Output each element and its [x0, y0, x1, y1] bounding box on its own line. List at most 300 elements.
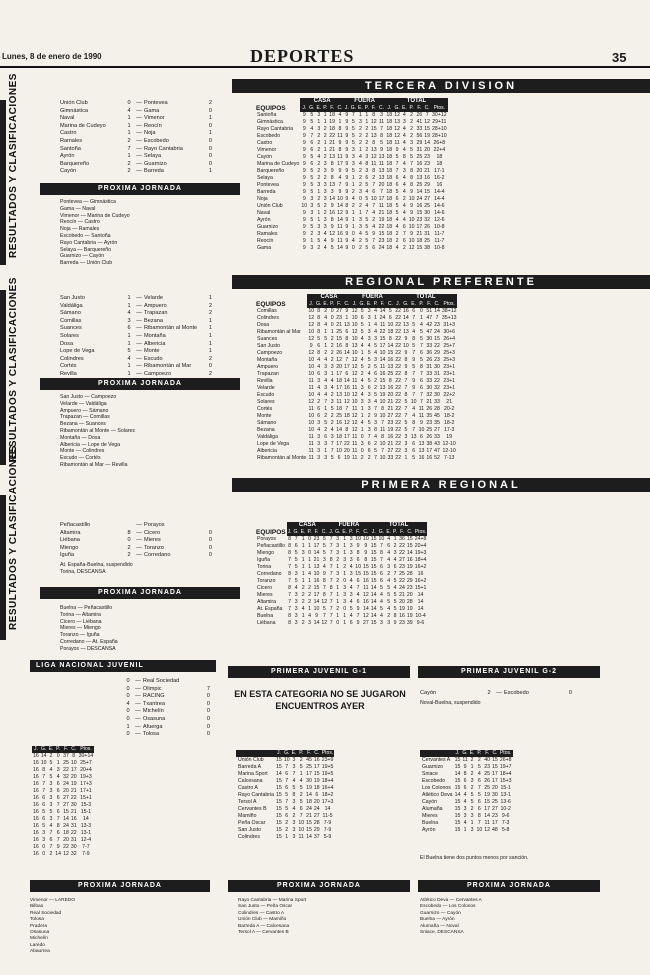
stat-cell: 9	[345, 119, 349, 125]
stat-cell: 7	[49, 844, 53, 850]
stat-cell: 3	[360, 385, 364, 391]
g2-footer-note: El Buelna tiene dos puntos menos por sanción.	[420, 855, 529, 861]
team-name: Albericia	[257, 448, 277, 454]
stat-cell: 9	[338, 140, 342, 146]
stat-cell: 15	[276, 834, 282, 840]
stat-cell: 1	[343, 536, 347, 542]
fixture-line: Tersol A — Cervantes B	[238, 930, 289, 936]
stat-cell: 11	[379, 364, 386, 370]
col-header: P.	[56, 746, 61, 752]
stat-cell: 12	[394, 126, 400, 132]
stat-cell: 4	[317, 364, 321, 370]
stat-cell: 4	[402, 126, 406, 132]
away-score: 0	[208, 529, 212, 536]
stat-cell: 9	[412, 378, 416, 384]
stat-cell: 8	[330, 217, 334, 223]
fixture-line: Ampuero — Sámano	[60, 407, 109, 414]
stat-cell: 25	[306, 764, 312, 770]
stat-cell: 12	[370, 154, 377, 160]
stat-cell: 7	[380, 189, 383, 195]
stat-cell: 19	[313, 778, 320, 784]
stat-cell: 23	[426, 420, 433, 426]
stat-cell: 7	[393, 571, 397, 577]
score-dash: —	[135, 700, 141, 707]
home-team: Iguña	[60, 552, 74, 559]
stat-cell: 16	[33, 809, 39, 815]
stat-cell: 12	[408, 245, 415, 251]
score-dash: —	[136, 310, 142, 317]
stat-cell: 0	[42, 851, 46, 857]
stat-cell: 11	[378, 119, 385, 125]
stat-cell: 7	[42, 781, 46, 787]
col-header: J.	[371, 529, 376, 535]
stat-cell: 3	[393, 550, 397, 556]
team-name: San Justo	[257, 343, 281, 349]
stat-cell: 1	[301, 543, 305, 549]
stat-cell: 1	[360, 427, 364, 433]
stat-cell: 2	[301, 620, 305, 626]
standing-row	[255, 441, 457, 448]
stat-cell: 18	[386, 133, 393, 139]
stat-cell: 10-8	[434, 245, 445, 251]
stat-cell: 33	[426, 371, 433, 377]
stat-cell: 15	[276, 813, 282, 819]
stat-cell: 2	[372, 175, 376, 181]
stat-cell: 7	[294, 536, 298, 542]
stat-cell: 9	[380, 147, 383, 153]
stat-cell: 9	[345, 224, 349, 230]
stat-cell: 21	[424, 168, 431, 174]
stat-cell: 11	[308, 385, 314, 391]
home-team: Comillas	[60, 317, 82, 324]
team-name: Cayón	[422, 799, 437, 805]
fixture-line: Escobedo — Los Colonos	[420, 904, 476, 910]
standing-row	[255, 571, 427, 578]
fixture-line: Monte — Colindres	[60, 448, 105, 455]
standing-row	[255, 455, 457, 462]
stat-cell: 9	[395, 147, 399, 153]
team-name: Mieres	[422, 813, 438, 819]
stat-cell: 38	[426, 441, 433, 447]
stat-cell: 15	[424, 189, 431, 195]
stat-cell: 4	[395, 245, 399, 251]
stat-cell: 3	[358, 119, 362, 125]
team-name: Suances	[257, 336, 278, 342]
home-score: 1	[127, 122, 131, 129]
home-score: 0	[126, 715, 130, 722]
stat-cell: 8	[345, 203, 349, 209]
stat-cell: 5	[324, 420, 328, 426]
stat-cell: 9	[338, 189, 342, 195]
team-name: Mieres	[257, 592, 273, 598]
stat-cell: 3	[330, 434, 334, 440]
g2-title: PRIMERA JUVENIL G-2	[418, 666, 600, 678]
stat-cell: 3	[56, 767, 60, 773]
table-group-header	[255, 294, 457, 301]
away-team: Pontevea	[144, 100, 168, 106]
stat-cell: 3	[374, 357, 378, 363]
stat-cell: 4	[349, 564, 353, 570]
stat-cell: 9	[302, 154, 306, 160]
stat-cell: 28	[406, 599, 413, 605]
stat-cell: 5	[49, 774, 53, 780]
away-score	[204, 522, 212, 530]
stat-cell: 15	[276, 757, 282, 763]
standing-row	[255, 245, 448, 252]
stat-cell: 14	[417, 599, 424, 605]
stat-cell: 22	[434, 343, 440, 349]
stat-cell: 4	[323, 245, 327, 251]
team-name: Unión Club	[257, 203, 283, 209]
stat-cell: 9	[345, 147, 349, 153]
fixture-line: Ribamontán al Mar — Revilla	[60, 461, 128, 468]
stat-cell: 7	[435, 315, 439, 321]
stat-cell: 6	[317, 406, 321, 412]
stat-cell: 4	[393, 585, 397, 591]
stat-cell: 5	[322, 606, 326, 612]
stat-cell: 11	[351, 385, 358, 391]
team-name: Peñacastillo	[257, 543, 285, 549]
stat-cell: 4	[56, 774, 60, 780]
standing-row	[255, 112, 448, 119]
stat-cell: 5	[393, 599, 397, 605]
stat-cell: 25	[426, 427, 433, 433]
stat-cell: 14	[336, 427, 342, 433]
standing-row	[236, 827, 334, 834]
col-header: P.	[307, 529, 312, 535]
stat-cell: 13	[418, 441, 425, 447]
total-label: TOTAL	[394, 294, 457, 301]
stat-cell: 6	[317, 413, 321, 419]
stat-cell: 23	[378, 238, 385, 244]
stat-cell: 9	[330, 168, 334, 174]
col-header: F.	[314, 529, 319, 535]
stat-cell: 15	[370, 126, 377, 132]
stat-cell: 1	[324, 448, 328, 454]
stat-cell: 6	[395, 196, 399, 202]
stat-cell: 9	[315, 613, 318, 619]
stat-cell: 1	[285, 834, 289, 840]
stat-cell: 20	[416, 168, 423, 174]
stat-cell: 16	[33, 816, 39, 822]
stat-cell: 15	[454, 827, 461, 833]
stat-cell: 0	[343, 578, 347, 584]
fixture-line: Buelna — Peñacastillo	[60, 605, 113, 611]
result-row	[60, 325, 245, 333]
stat-cell: 4	[402, 161, 406, 167]
col-header: E.	[411, 301, 417, 307]
stat-cell: 14	[370, 613, 377, 619]
stat-cell: 15	[306, 827, 312, 833]
stat-cell: 7	[374, 406, 378, 412]
stat-cell: 15	[454, 806, 461, 812]
stat-cell: 3	[324, 371, 328, 377]
stat-cell: 10	[379, 350, 386, 356]
stat-cell: 4	[301, 606, 305, 612]
away-score: 1	[208, 332, 212, 339]
stat-cell: 31	[424, 231, 431, 237]
stat-cell: 8	[381, 434, 384, 440]
stat-cell: 0	[343, 606, 347, 612]
stat-cell: 15	[454, 813, 461, 819]
stat-cell: 23	[387, 420, 394, 426]
fixture-line: San Justo — Peña Oscar	[238, 904, 293, 910]
stat-cell: 7	[329, 543, 333, 549]
stat-cell: 10	[337, 196, 343, 202]
stat-cell: 22	[343, 441, 350, 447]
stat-cell: 22	[395, 427, 401, 433]
home-score: 1	[127, 340, 131, 347]
stat-cell: 3	[292, 820, 296, 826]
stat-cell: 7-9	[323, 827, 332, 833]
stat-cell: 10	[313, 606, 320, 612]
header-rule	[0, 66, 650, 68]
stat-cell: 3	[336, 543, 340, 549]
stat-cell: 15	[370, 543, 377, 549]
stat-cell: 18	[336, 406, 342, 412]
stat-cell: 7	[288, 564, 292, 570]
stat-cell: 1	[324, 329, 328, 335]
stat-cell: 4	[395, 224, 399, 230]
stat-cell: 5	[395, 210, 399, 216]
stat-cell: 15	[454, 799, 461, 805]
stat-cell: 5	[310, 224, 314, 230]
stat-cell: 14	[337, 217, 343, 223]
stat-cell: 19	[387, 427, 394, 433]
standing-row	[255, 371, 457, 378]
stat-cell: 19+3	[80, 774, 92, 780]
fixture-line: Montaña — Dosa	[60, 434, 101, 441]
stat-cell: 12	[308, 322, 315, 328]
stat-cell: 56	[416, 133, 423, 139]
team-name: Sámano	[257, 420, 277, 426]
home-team	[60, 731, 123, 739]
stat-cell: 6	[317, 343, 321, 349]
stat-cell: 4	[387, 536, 391, 542]
home-team: Suances	[60, 325, 82, 332]
stat-cell: 18	[386, 168, 393, 174]
stat-cell: 30	[70, 844, 77, 850]
home-score: 2	[127, 168, 131, 175]
col-header: E.	[342, 529, 348, 535]
stat-cell: 24	[63, 823, 69, 829]
stat-cell: 3	[379, 620, 383, 626]
stat-cell: 3	[358, 224, 362, 230]
standing-row	[236, 820, 334, 827]
standing-row	[32, 781, 94, 788]
stat-cell: 13	[378, 154, 385, 160]
stat-cell: 15	[454, 757, 461, 763]
stat-cell: 26	[484, 778, 491, 784]
stat-cell: 1	[301, 578, 305, 584]
stat-cell: 9	[302, 182, 306, 188]
stat-cell: 8	[374, 427, 378, 433]
team-name: Valdáliga	[257, 434, 278, 440]
stat-cell: 13	[403, 322, 409, 328]
fixture-line: Rayo Cantabria — Ayrón	[60, 239, 118, 246]
team-name: Barreda A	[238, 764, 262, 770]
team-name: Ramales	[257, 231, 278, 237]
stat-cell: 10	[408, 196, 415, 202]
spine-label-1: RESULTADOS Y CLASIFICACIONES	[8, 73, 19, 258]
col-header: C.	[407, 529, 413, 535]
stat-cell: 4	[330, 427, 334, 433]
stat-cell: 7	[322, 585, 326, 591]
stat-cell: 2	[410, 119, 414, 125]
stat-cell: 11-7	[434, 231, 445, 237]
result-row	[60, 310, 245, 318]
stat-cell: 4	[402, 217, 406, 223]
standing-row	[236, 757, 334, 764]
stat-cell: 16	[387, 434, 394, 440]
stat-cell: 8	[410, 168, 414, 174]
stat-cell: 3	[349, 536, 353, 542]
stat-cell: 9	[302, 133, 306, 139]
stat-cell: 4	[374, 322, 378, 328]
stat-cell: 1	[360, 350, 364, 356]
stat-cell: 17	[313, 543, 320, 549]
col-header: C.	[379, 105, 385, 111]
stat-cell: 10	[408, 224, 415, 230]
stat-cell: 5	[299, 799, 303, 805]
stat-cell: 6	[349, 620, 353, 626]
col-header-pts: Ptos.	[441, 301, 458, 308]
result-row	[60, 522, 245, 530]
standing-row	[32, 816, 94, 823]
home-score: 3	[127, 317, 131, 324]
stat-cell: 12	[321, 599, 328, 605]
stat-cell: 3	[330, 364, 334, 370]
stat-cell: 21	[70, 788, 77, 794]
stat-cell: 36	[426, 350, 433, 356]
stat-cell: 9	[356, 543, 360, 549]
stat-cell: 13-3	[80, 823, 92, 829]
stat-cell: 7	[56, 837, 60, 843]
stat-cell: 20	[492, 785, 498, 791]
stat-cell: 9	[410, 231, 414, 237]
stat-cell: 15	[313, 585, 320, 591]
stat-cell: 7	[367, 434, 371, 440]
team-name: Ribamontán al Mar	[257, 329, 301, 335]
stat-cell: 14	[417, 592, 424, 598]
stat-cell: 16	[33, 781, 39, 787]
result-row	[60, 153, 240, 161]
stat-cell: 30+12	[432, 112, 447, 118]
stat-cell: 6	[379, 578, 383, 584]
stat-cell: 4	[49, 823, 53, 829]
fixture-line: Osasuna	[30, 930, 50, 936]
stat-cell: 33	[416, 126, 423, 132]
stat-cell: 11	[337, 133, 343, 139]
stat-cell: 22	[395, 455, 401, 461]
stat-cell: 7	[412, 392, 416, 398]
stat-cell: 7	[288, 606, 292, 612]
stat-cell: 8	[56, 823, 60, 829]
stat-cell: 3	[317, 448, 321, 454]
stat-cell: 25	[416, 154, 423, 160]
stat-cell: 6	[310, 161, 314, 167]
stat-cell: 2	[317, 399, 321, 405]
stat-cell: 5	[365, 238, 369, 244]
stat-cell: 32	[63, 774, 69, 780]
stat-cell: 12	[351, 329, 358, 335]
stat-cell: 26	[426, 357, 433, 363]
stat-cell: 1	[343, 613, 347, 619]
col-header: J.	[302, 105, 307, 111]
primera-results	[60, 522, 245, 560]
stat-cell: 4	[292, 778, 296, 784]
stat-cell: 15	[406, 543, 413, 549]
stat-cell: 40	[484, 757, 491, 763]
fixture-line: Torina, DESCANSA	[60, 568, 106, 575]
team-name: Colindres	[257, 315, 279, 321]
result-row	[60, 295, 245, 303]
stat-cell: 1	[308, 578, 312, 584]
stat-cell: 8	[364, 557, 368, 563]
stat-cell: 3	[49, 788, 53, 794]
home-team: Ayrón	[60, 153, 75, 160]
stat-cell: 33	[426, 378, 433, 384]
away-score: 0	[208, 160, 212, 167]
stat-cell: 17+3	[321, 799, 334, 805]
standing-row	[236, 785, 334, 792]
standing-row	[255, 350, 457, 357]
stat-cell: 7-3	[501, 820, 510, 826]
stat-cell: 6	[420, 434, 423, 440]
equipos-label: EQUIPOS	[256, 105, 286, 112]
stat-cell: 24	[63, 781, 69, 787]
stat-cell: 1	[420, 315, 423, 321]
col-header: G.	[462, 750, 468, 756]
stat-cell: 6	[372, 245, 376, 251]
stat-cell: 7	[410, 161, 414, 167]
stat-cell: 5	[367, 357, 371, 363]
stat-cell: 3	[317, 434, 321, 440]
stat-cell: 4	[360, 378, 364, 384]
stat-cell: 7-9	[323, 820, 332, 826]
stat-cell: 12	[308, 399, 315, 405]
col-header: F.	[356, 529, 361, 535]
stat-cell: 22	[395, 308, 401, 314]
spine-label-2: RESULTADOS Y CLASIFICACIONES	[8, 277, 19, 462]
stat-cell: 11	[308, 455, 314, 461]
away-team: Cicero	[144, 529, 161, 536]
stat-cell: 6	[395, 175, 399, 181]
stat-cell: 11	[337, 154, 343, 160]
stat-cell: 25	[484, 771, 491, 777]
stat-cell: 3	[323, 168, 327, 174]
stat-cell: 4	[49, 767, 53, 773]
stat-cell: 6	[317, 371, 321, 377]
team-name: Noja	[257, 196, 268, 202]
stat-cell: 14	[370, 585, 377, 591]
stat-cell: 11	[351, 406, 358, 412]
home-score: 0	[126, 708, 130, 715]
home-score: 1	[127, 363, 131, 370]
standing-row	[32, 837, 94, 844]
stat-cell: 4	[420, 322, 423, 328]
stat-cell: 18	[436, 154, 443, 160]
stat-cell: 9	[302, 224, 306, 230]
stat-cell: 10	[379, 455, 386, 461]
team-name: Buelna	[422, 820, 439, 826]
casa-label: CASA	[300, 98, 343, 105]
stat-cell: 11	[308, 378, 314, 384]
stat-cell: 5	[49, 760, 53, 766]
stat-cell: 14-4	[434, 196, 445, 202]
standing-row	[255, 238, 448, 245]
stat-cell: 16	[33, 788, 39, 794]
